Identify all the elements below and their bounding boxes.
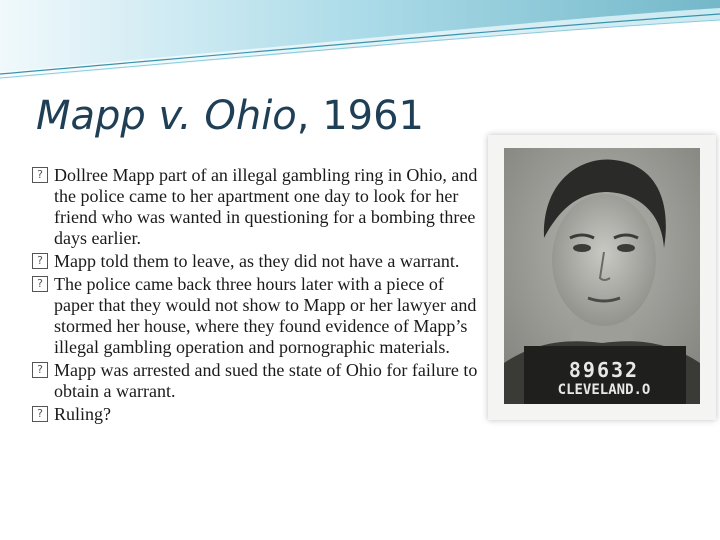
bullet-text: Ruling? bbox=[54, 404, 111, 424]
bullet-list bbox=[32, 165, 484, 427]
bullet-text: Dollree Mapp part of an illegal gambling ring in Ohio, and the police came to her apartment one day to look for her friend who was wanted in questioning for a bombing three days earlier. bbox=[54, 165, 478, 248]
placard-city: CLEVELAND.O bbox=[557, 382, 651, 398]
mugshot-photo bbox=[504, 148, 700, 404]
placard-number: 89632 bbox=[568, 358, 640, 382]
bullet-item bbox=[32, 251, 484, 272]
bullet-text: The police came back three hours later with a piece of paper that they would not show to Mapp or her lawyer and stormed her house, where they found evidence of Mapp’s illegal gambling operation and pornographic materials. bbox=[54, 274, 477, 357]
bullet-box-icon: ? bbox=[32, 362, 48, 378]
bullet-item bbox=[32, 165, 484, 249]
bullet-text: Mapp was arrested and sued the state of Ohio for failure to obtain a warrant. bbox=[54, 360, 478, 401]
bullet-box-icon: ? bbox=[32, 406, 48, 422]
bullet-item bbox=[32, 404, 484, 425]
bullet-text: Mapp told them to leave, as they did not have a warrant. bbox=[54, 251, 460, 271]
header-wave-decoration bbox=[0, 0, 720, 95]
bullet-item bbox=[32, 274, 484, 358]
photo-frame bbox=[488, 135, 716, 420]
bullet-box-icon: ? bbox=[32, 167, 48, 183]
bullet-box-icon: ? bbox=[32, 276, 48, 292]
bullet-box-icon: ? bbox=[32, 253, 48, 269]
bullet-item bbox=[32, 360, 484, 402]
slide-title bbox=[36, 88, 476, 144]
title-case-name: Mapp v. Ohio bbox=[36, 93, 297, 139]
title-year: , 1961 bbox=[296, 93, 425, 139]
